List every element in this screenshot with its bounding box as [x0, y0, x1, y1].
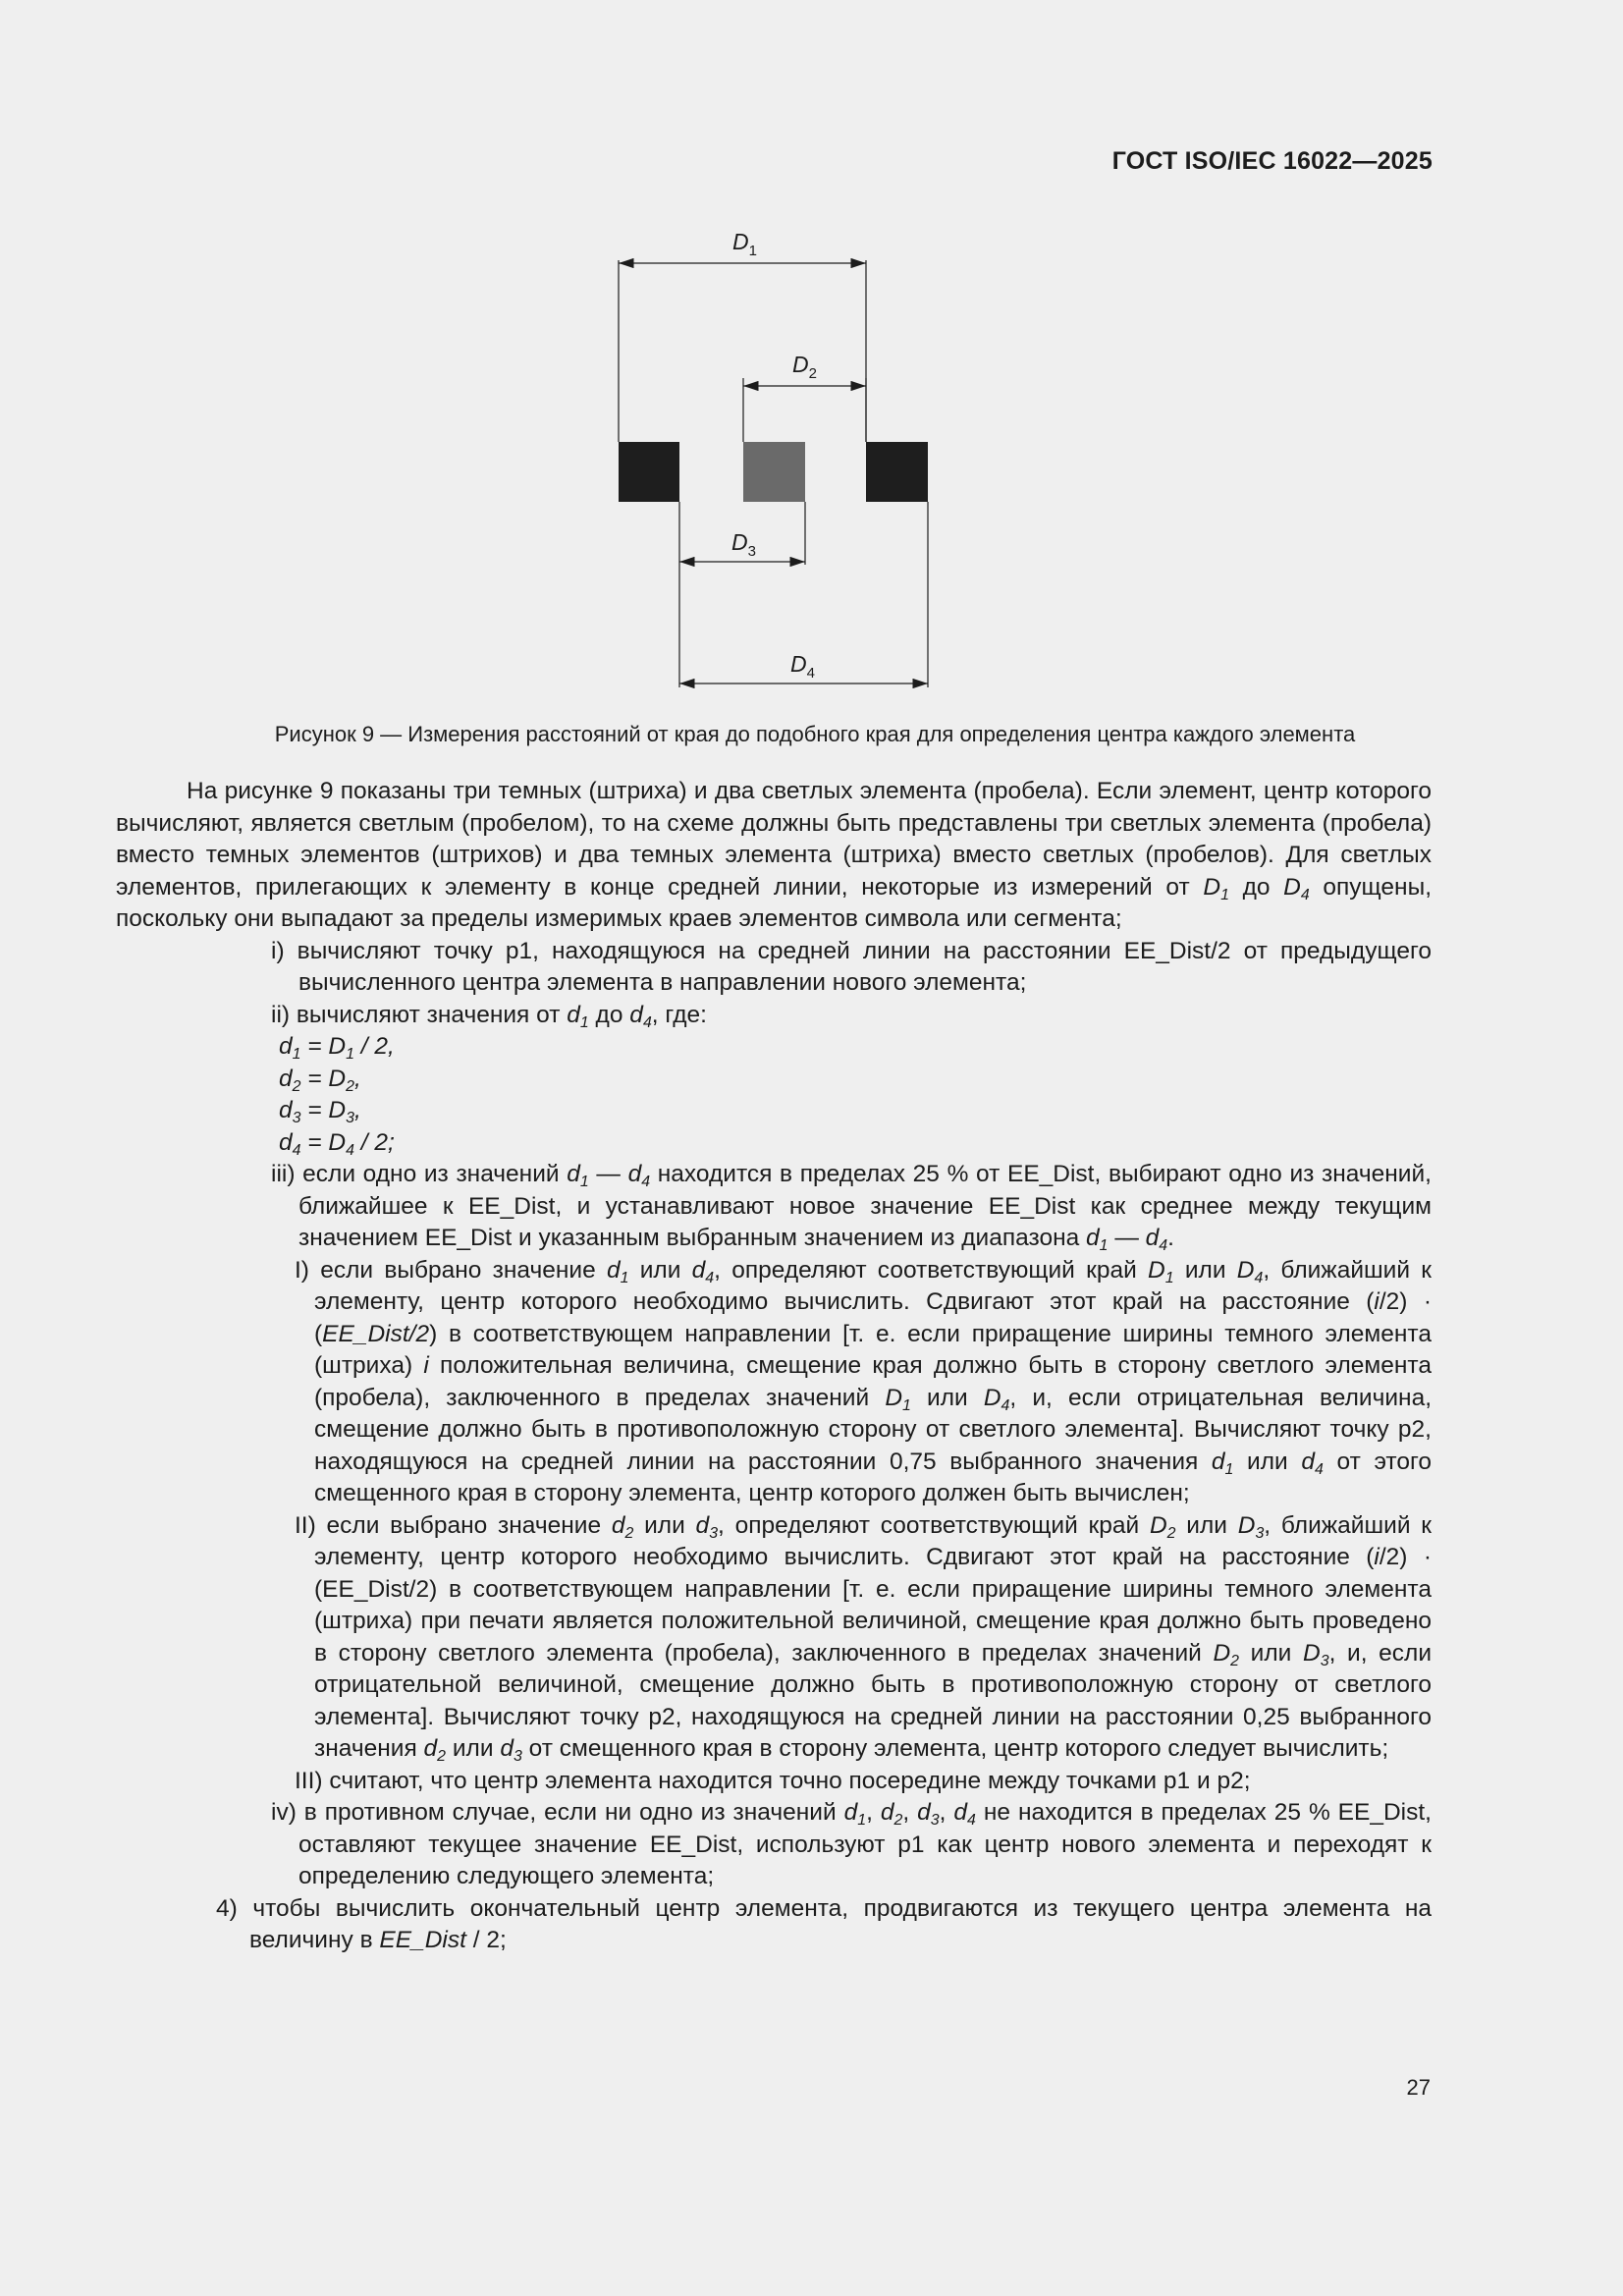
list-item-I: I) если выбрано значение $d_1$ или $d_4$, определяют соответствующий край $D_1$ или $D_4$, ближайший к элементу, центр которого необходимо вычислить. Сдвигают этот край на расстояние (i/2) · (EE_Dist/2) в соответствующем направлении [т. е. если приращение ширины темного элемента (штриха) i положительная величина, смещение края должно быть в сторону светлого элемента (пробела), заключенного в пределах значений $D_1$ или $D_4$, и, если отрицательная величина, смещение должно быть в противоположную сторону от светлого элемента]. Вычисляют точку p2, находящуюся на средней линии на расстоянии 0,75 выбранного значения $d_1$ или $d_4$ от этого смещенного края в сторону элемента, центр которого должен быть вычислен; [295, 1256, 1433, 1506]
formula-d3: $d_3 = D_3$, [279, 1097, 361, 1126]
list-item-iv: iv) в противном случае, если ни одно из значений $d_1$, $d_2$, $d_3$, $d_4$ не находится в пределах 25 % EE_Dist, оставляют текущее значение EE_Dist, используют p1 как центр нового элемента и переходят к определению следующего элемента; [271, 1799, 1432, 1889]
dark-element-right [866, 442, 928, 502]
label-d4: $D_4$ [790, 651, 815, 682]
formula-d4: $d_4 = D_4 / 2$; [279, 1128, 395, 1159]
list-item-III: III) считают, что центр элемента находится точно посередине между точками p1 и p2; [295, 1767, 1251, 1794]
figure-caption: Рисунок 9 — Измерения расстояний от края до подобного края для определения центра каждого элемента [274, 722, 1356, 746]
page-number: 27 [1406, 2075, 1431, 2100]
body-text [116, 776, 1432, 1957]
figure-diagram [589, 221, 962, 712]
list-item-i: i) вычисляют точку p1, находящуюся на средней линии на расстоянии EE_Dist/2 от предыдущего вычисленного центра элемента в направлении нового элемента; [271, 937, 1432, 996]
list-item-II: II) если выбрано значение $d_2$ или $d_3$, определяют соответствующий край $D_2$ или $D_3$, ближайший к элементу, центр которого необходимо вычислить. Сдвигают этот край на расстояние (i/2) · (EE_Dist/2) в соответствующем направлении [т. е. если приращение ширины темного элемента (штриха) при печати является положительной величиной, смещение края должно быть проведено в сторону светлого элемента (пробела), заключенного в пределах значений $D_2$ или $D_3$, и, если отрицательной величиной, смещение должно быть в противоположную сторону от светлого элемента]. Вычисляют точку p2, находящуюся на средней линии на расстоянии 0,25 выбранного значения $d_2$ или $d_3$ от смещенного края в сторону элемента, центр которого следует вычислить; [295, 1511, 1433, 1765]
label-d2: $D_2$ [792, 352, 817, 382]
label-d3: $D_3$ [731, 529, 756, 560]
light-element-center [743, 442, 805, 502]
edge-measurement-figure [589, 221, 962, 712]
formula-d2: $d_2 = D_2$, [279, 1065, 361, 1095]
list-item-ii: ii) вычисляют значения от $d_1$ до $d_4$, где: [271, 1001, 707, 1031]
list-item-4: 4) чтобы вычислить окончательный центр элемента, продвигаются из текущего центра элемента на величину в EE_Dist / 2; [216, 1894, 1432, 1953]
intro-paragraph: На рисунке 9 показаны три темных (штриха) и два светлых элемента (пробела). Если элемент, центр которого вычисляют, является светлым (пробелом), то на схеме должны быть представлены три светлых элемента (пробела) вместо темных элементов (штрихов) и два темных элемента (штриха) вместо светлых (пробелов). Для светлых элементов, прилегающих к элементу в конце средней линии, некоторые из измерений от $D_1$ до $D_4$ опущены, поскольку они выпадают за пределы измеримых краев элементов символа или сегмента; [116, 778, 1432, 932]
label-d1: $D_1$ [732, 229, 757, 259]
dark-element-left [619, 442, 679, 502]
formula-d1: $d_1 = D_1 / 2$, [279, 1033, 395, 1063]
list-item-iii: iii) если одно из значений $d_1$ — $d_4$ находится в пределах 25 % от EE_Dist, выбирают одно из значений, ближайшее к EE_Dist, и устанавливают новое значение EE_Dist как среднее между текущим значением EE_Dist и указанным выбранным значением из диапазона $d_1$ — $d_4$. [271, 1161, 1432, 1254]
document-header: ГОСТ ISO/IEC 16022—2025 [1111, 147, 1433, 175]
